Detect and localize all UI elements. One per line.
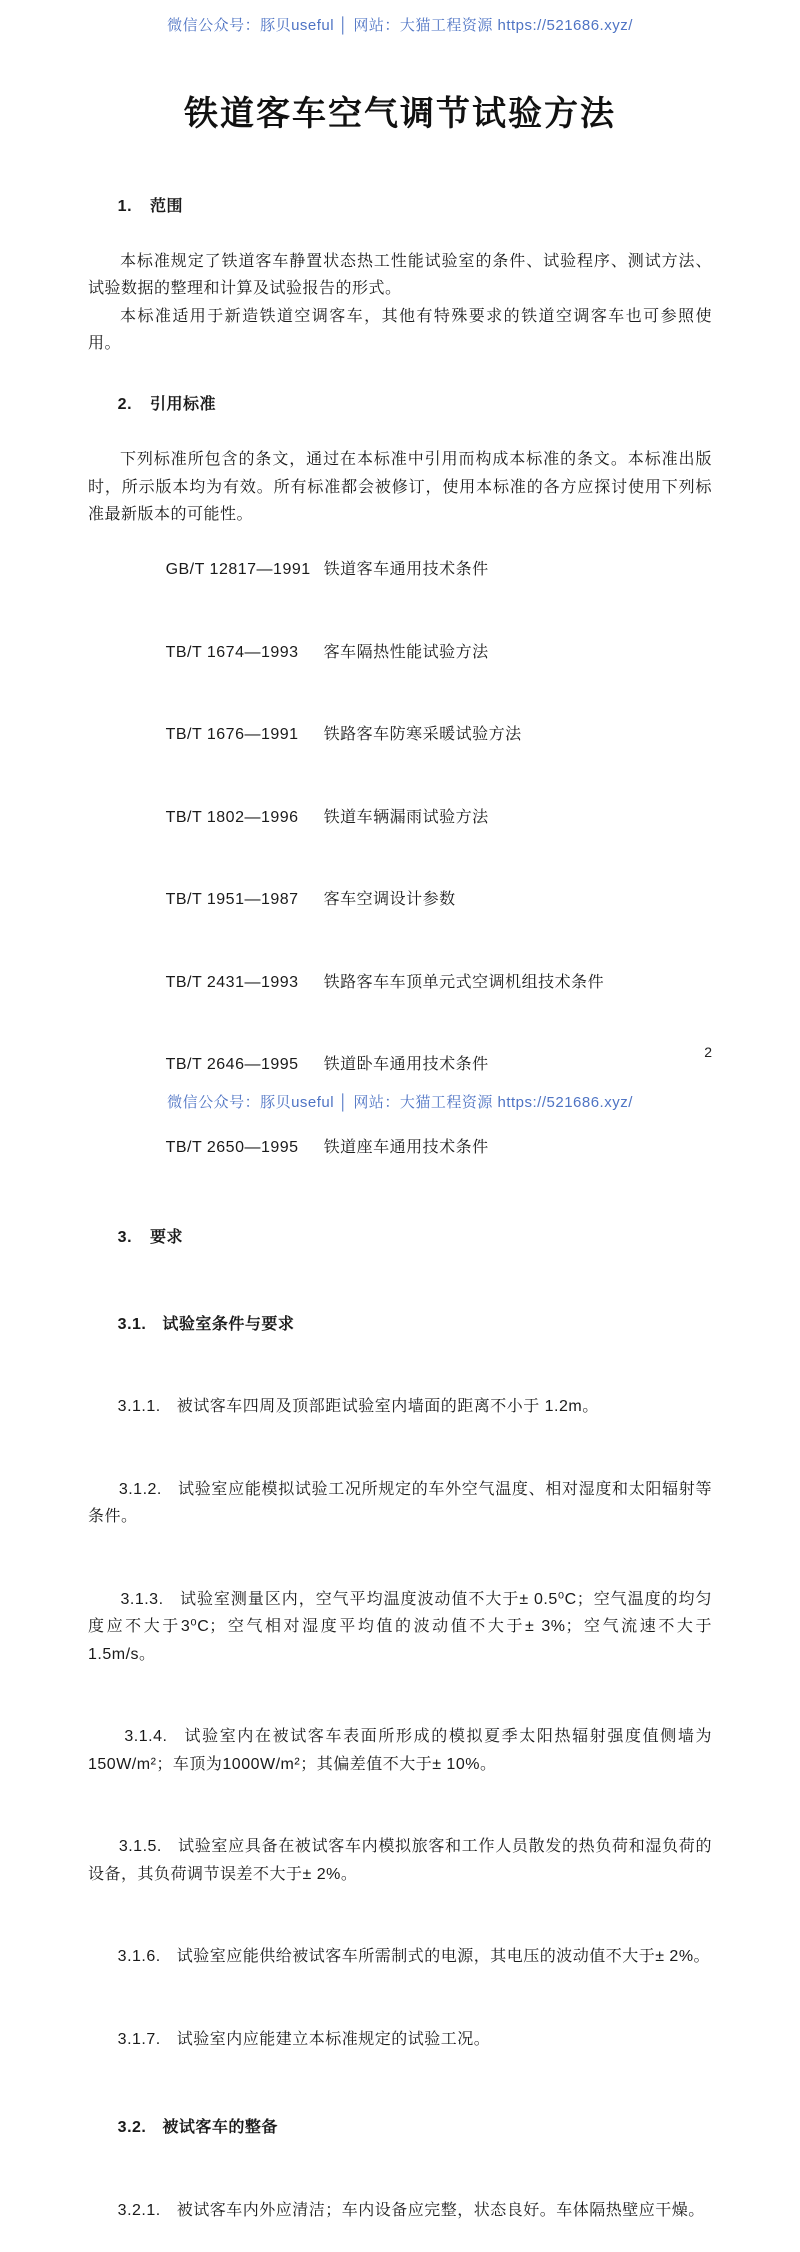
standard-code: TB/T 1676—1991: [165, 726, 299, 743]
section-number: 3.: [117, 1229, 133, 1246]
section-number: 2.: [117, 396, 133, 413]
clause-number: 3.1.2.: [118, 1480, 162, 1498]
clause-text: 试验室测量区内，空气平均温度波动值不大于± 0.5⁰C；空气温度的均匀度应不大于3⁰C；空气相对湿度平均值的波动值不大于± 3%；空气流速不大于1.5m/s。: [88, 1590, 712, 1663]
standard-name: 客车空调设计参数: [323, 891, 456, 908]
footer-watermark: 微信公众号：豚贝useful │ 网站：大猫工程资源 https://521686.xyz/: [167, 1094, 633, 1111]
standard-code: TB/T 1674—1993: [165, 643, 299, 661]
section-number: 1.: [117, 197, 133, 215]
clause-number: 3.1.4.: [124, 1728, 168, 1745]
clause-number: 3.1.6.: [117, 1948, 161, 1965]
page-title: 铁道客车空气调节试验方法: [184, 95, 616, 133]
section-label: 引用标准: [150, 396, 217, 413]
section-number: 3.1.: [117, 1315, 147, 1333]
standard-item: [88, 776, 712, 859]
section-number: 3.2.: [117, 2119, 147, 2136]
standard-item: [88, 941, 712, 1024]
clause-3-1-2: [88, 1448, 712, 1558]
standard-name: 铁道客车通用技术条件: [323, 561, 489, 578]
section-3-1-heading: [88, 1283, 712, 1366]
clause-number: 3.1.7.: [117, 2030, 161, 2048]
page-number: 2: [704, 1044, 712, 1060]
document-content: [88, 78, 712, 2252]
section-label: 被试客车的整备: [162, 2119, 278, 2136]
standard-name: 铁道车辆漏雨试验方法: [323, 808, 489, 826]
clause-3-1-6: [88, 1916, 712, 1999]
header-watermark: 微信公众号：豚贝useful │ 网站：大猫工程资源 https://521686.xyz/: [167, 17, 633, 34]
standard-item: [88, 529, 712, 612]
referenced-standards-list: [88, 529, 712, 1189]
clause-text: 被试客车内外应清洁；车内设备应完整，状态良好。车体隔热壁应干燥。: [176, 2201, 705, 2219]
clause-3-1-7: [88, 1998, 712, 2081]
standard-code: GB/T 12817—1991: [165, 561, 311, 578]
clause-text: 被试客车四周及顶部距试验室内墙面的距离不小于 1.2m。: [176, 1398, 599, 1415]
clause-text: 试验室应能模拟试验工况所规定的车外空气温度、相对湿度和太阳辐射等条件。: [88, 1480, 712, 1525]
clause-text: 试验室内在被试客车表面所形成的模拟夏季太阳热辐射强度值侧墙为150W/m²；车顶为1000W/m²；其偏差值不大于± 10%。: [88, 1728, 712, 1773]
standard-name: 铁道座车通用技术条件: [323, 1138, 489, 1156]
clause-number: 3.1.1.: [117, 1398, 161, 1415]
clause-3-1-4: [88, 1696, 712, 1806]
section-1-paragraph-1: 本标准规定了铁道客车静置状态热工性能试验室的条件、试验程序、测试方法、试验数据的整理和计算及试验报告的形式。: [88, 252, 712, 297]
standard-code: TB/T 2431—1993: [165, 973, 299, 991]
clause-3-1-1: [88, 1366, 712, 1449]
standard-item: [88, 611, 712, 694]
section-2-paragraph-1: 下列标准所包含的条文，通过在本标准中引用而构成本标准的条文。本标准出版时，所示版本均为有效。所有标准都会被修订，使用本标准的各方应探讨使用下列标准最新版本的可能性。: [88, 451, 712, 523]
standard-item: [88, 859, 712, 942]
section-2-heading: [88, 364, 712, 447]
standard-name: 铁道卧车通用技术条件: [323, 1056, 489, 1073]
section-1-paragraph-2: 本标准适用于新造铁道空调客车，其他有特殊要求的铁道空调客车也可参照使用。: [88, 307, 712, 352]
section-label: 范围: [150, 197, 184, 215]
standard-code: TB/T 1951—1987: [165, 891, 299, 908]
clause-3-2-1: [88, 2169, 712, 2252]
section-1-heading: [88, 165, 712, 248]
clause-number: 3.1.3.: [120, 1590, 164, 1608]
standard-code: TB/T 1802—1996: [165, 808, 299, 826]
section-3-heading: [88, 1197, 712, 1280]
clause-text: 试验室应具备在被试客车内模拟旅客和工作人员散发的热负荷和湿负荷的设备，其负荷调节误差不大于± 2%。: [88, 1838, 712, 1883]
clause-number: 3.2.1.: [117, 2201, 161, 2219]
clause-text: 试验室内应能建立本标准规定的试验工况。: [176, 2030, 491, 2048]
clause-3-1-5: [88, 1806, 712, 1916]
standard-code: TB/T 2650—1995: [165, 1138, 299, 1156]
section-label: 要求: [150, 1229, 184, 1246]
section-3-2-heading: [88, 2087, 712, 2170]
standard-item: [88, 694, 712, 777]
clause-3-1-3: [88, 1558, 712, 1696]
standard-name: 铁路客车防寒采暖试验方法: [323, 726, 522, 743]
section-label: 试验室条件与要求: [162, 1315, 295, 1333]
clause-number: 3.1.5.: [118, 1838, 162, 1855]
standard-code: TB/T 2646—1995: [165, 1056, 299, 1073]
standard-item: [88, 1106, 712, 1189]
standard-name: 客车隔热性能试验方法: [323, 643, 489, 661]
clause-text: 试验室应能供给被试客车所需制式的电源，其电压的波动值不大于± 2%。: [176, 1948, 711, 1965]
standard-name: 铁路客车车顶单元式空调机组技术条件: [323, 973, 605, 991]
